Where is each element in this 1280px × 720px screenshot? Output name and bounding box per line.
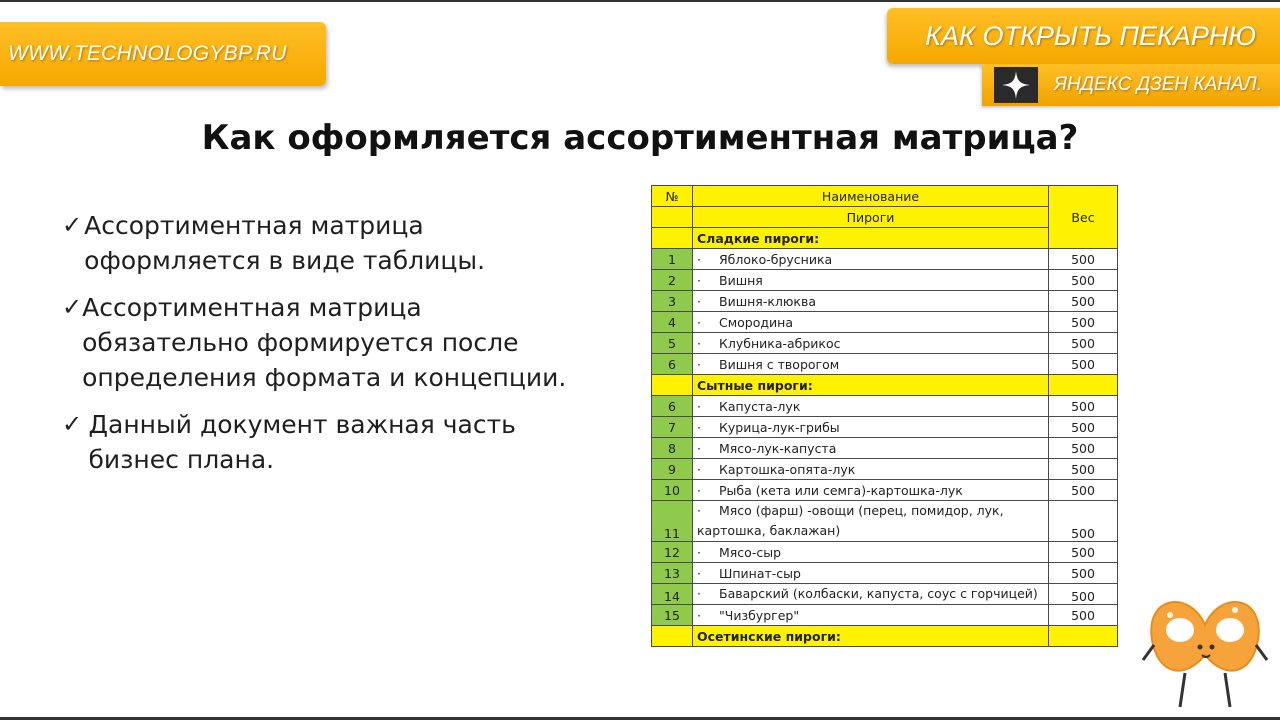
row-weight: 500 [1049, 542, 1118, 563]
row-name-text: Вишня [719, 272, 763, 288]
row-name [693, 501, 1049, 542]
table-header-row [652, 186, 1118, 207]
row-name [693, 249, 1049, 270]
section-row [652, 626, 1118, 647]
row-weight: 500 [1049, 459, 1118, 480]
row-weight: 500 [1049, 438, 1118, 459]
row-name [693, 605, 1049, 626]
table-row [652, 501, 1118, 542]
website-badge[interactable] [0, 22, 326, 86]
table-row [652, 354, 1118, 375]
row-name-text: Смородина [719, 314, 793, 330]
bullet-mark: · [697, 482, 701, 498]
bullet-mark: · [697, 293, 701, 309]
row-name [693, 312, 1049, 333]
row-name-text: Вишня-клюква [719, 293, 816, 309]
table-row [652, 438, 1118, 459]
table-row [652, 417, 1118, 438]
section-weight [1049, 626, 1118, 647]
bullet-mark: · [697, 461, 701, 477]
top-border [0, 0, 1280, 2]
row-name-text: "Чизбургер" [719, 607, 800, 623]
bullet-text: Ассортиментная матрица оформляется в виде таблицы. [84, 211, 486, 275]
section-num [652, 375, 693, 396]
row-name-text: Мясо-сыр [719, 544, 782, 560]
row-weight: 500 [1049, 605, 1118, 626]
howto-banner [887, 8, 1280, 64]
row-weight: 500 [1049, 333, 1118, 354]
bullet-item [62, 407, 572, 477]
section-row [652, 375, 1118, 396]
row-name-text: Яблоко-брусника [719, 251, 833, 267]
bullet-mark: · [697, 335, 701, 351]
row-num: 7 [652, 417, 693, 438]
row-name-text-line2: картошка, баклажан) [697, 523, 841, 538]
bullet-mark: · [697, 607, 701, 623]
row-num: 1 [652, 249, 693, 270]
row-num: 11 [652, 501, 693, 542]
bullet-mark: · [697, 251, 701, 267]
table-row [652, 459, 1118, 480]
dzen-star-icon [994, 67, 1038, 103]
row-weight: 500 [1049, 312, 1118, 333]
row-weight: 500 [1049, 291, 1118, 312]
bullet-mark: · [697, 544, 701, 560]
row-name-text: Шпинат-сыр [719, 565, 801, 581]
row-num: 8 [652, 438, 693, 459]
row-name [693, 417, 1049, 438]
row-name-text: Капуста-лук [719, 398, 801, 414]
row-weight: 500 [1049, 396, 1118, 417]
row-name [693, 480, 1049, 501]
row-num: 12 [652, 542, 693, 563]
section-sweet: Сладкие пироги: [693, 228, 1049, 249]
table-row [652, 563, 1118, 584]
row-name-text: Клубника-абрикос [719, 335, 841, 351]
page-title: Как оформляется ассортиментная матрица? [201, 118, 1079, 158]
check-icon: ✓ [62, 410, 83, 438]
bullet-mark: · [697, 586, 701, 601]
table-subheader-row [652, 207, 1118, 228]
row-weight: 500 [1049, 584, 1118, 605]
table-row [652, 333, 1118, 354]
row-num: 4 [652, 312, 693, 333]
row-name [693, 396, 1049, 417]
row-name [693, 354, 1049, 375]
table-row [652, 605, 1118, 626]
check-icon: ✓ [62, 211, 83, 239]
website-url[interactable]: WWW.TECHNOLOGYBP.RU [8, 42, 287, 65]
row-weight: 500 [1049, 501, 1118, 542]
header-num: № [652, 186, 693, 207]
row-weight: 500 [1049, 249, 1118, 270]
row-num: 5 [652, 333, 693, 354]
table-row [652, 584, 1118, 605]
row-num: 9 [652, 459, 693, 480]
row-weight: 500 [1049, 563, 1118, 584]
bullet-mark: · [697, 503, 701, 518]
section-row [652, 228, 1118, 249]
table-row [652, 291, 1118, 312]
row-name [693, 270, 1049, 291]
row-num: 3 [652, 291, 693, 312]
row-weight: 500 [1049, 354, 1118, 375]
bullet-item [62, 208, 572, 278]
bullet-list [62, 208, 572, 489]
row-name-text: Рыба (кета или семга)-картошка-лук [719, 482, 963, 498]
row-num: 6 [652, 354, 693, 375]
header-name: Наименование [693, 186, 1049, 207]
table-row [652, 249, 1118, 270]
section-num [652, 626, 693, 647]
bullet-mark: · [697, 356, 701, 372]
section-hearty: Сытные пироги: [693, 375, 1049, 396]
row-name [693, 333, 1049, 354]
bullet-mark: · [697, 419, 701, 435]
section-num [652, 228, 693, 249]
dzen-channel-text: ЯНДЕКС ДЗЕН КАНАЛ. [1054, 74, 1262, 95]
table-row [652, 396, 1118, 417]
row-name [693, 459, 1049, 480]
row-name-text: Баварский (колбаски, капуста, соус с горчицей) [719, 586, 1038, 601]
subheader-num [652, 207, 693, 228]
section-weight [1049, 375, 1118, 396]
row-weight: 500 [1049, 480, 1118, 501]
row-weight: 500 [1049, 270, 1118, 291]
row-name-text: Курица-лук-грибы [719, 419, 840, 435]
bullet-item [62, 290, 572, 395]
bullet-mark: · [697, 565, 701, 581]
row-name-text: Картошка-опята-лук [719, 461, 856, 477]
row-name [693, 542, 1049, 563]
table-row [652, 480, 1118, 501]
table-row [652, 270, 1118, 291]
bullet-mark: · [697, 398, 701, 414]
header-pies: Пироги [693, 207, 1049, 228]
dzen-channel-badge[interactable] [982, 64, 1280, 106]
row-num: 14 [652, 584, 693, 605]
header-weight: Вес [1049, 186, 1118, 249]
row-name [693, 584, 1049, 605]
bullet-mark: · [697, 440, 701, 456]
table-row [652, 542, 1118, 563]
row-name [693, 438, 1049, 459]
bullet-mark: · [697, 314, 701, 330]
row-num: 6 [652, 396, 693, 417]
row-name-text: Мясо-лук-капуста [719, 440, 837, 456]
row-num: 13 [652, 563, 693, 584]
assortment-matrix-table [651, 185, 1118, 647]
row-name-text: Вишня с творогом [719, 356, 840, 372]
check-icon: ✓ [62, 293, 83, 321]
howto-text: КАК ОТКРЫТЬ ПЕКАРНЮ [925, 20, 1256, 51]
section-ossetian: Осетинские пироги: [693, 626, 1049, 647]
row-num: 10 [652, 480, 693, 501]
bullet-mark: · [697, 272, 701, 288]
bullet-text: Ассортиментная матрица обязательно формируется после определения формата и концепции. [82, 293, 567, 392]
bullet-text: Данный документ важная часть бизнес плана. [88, 410, 516, 474]
row-name [693, 291, 1049, 312]
row-num: 2 [652, 270, 693, 291]
row-name-text: Мясо (фарш) -овощи (перец, помидор, лук, [719, 503, 1004, 518]
row-weight: 500 [1049, 417, 1118, 438]
table-row [652, 312, 1118, 333]
row-name [693, 563, 1049, 584]
row-num: 15 [652, 605, 693, 626]
pretzel-mascot-icon [1140, 585, 1270, 715]
